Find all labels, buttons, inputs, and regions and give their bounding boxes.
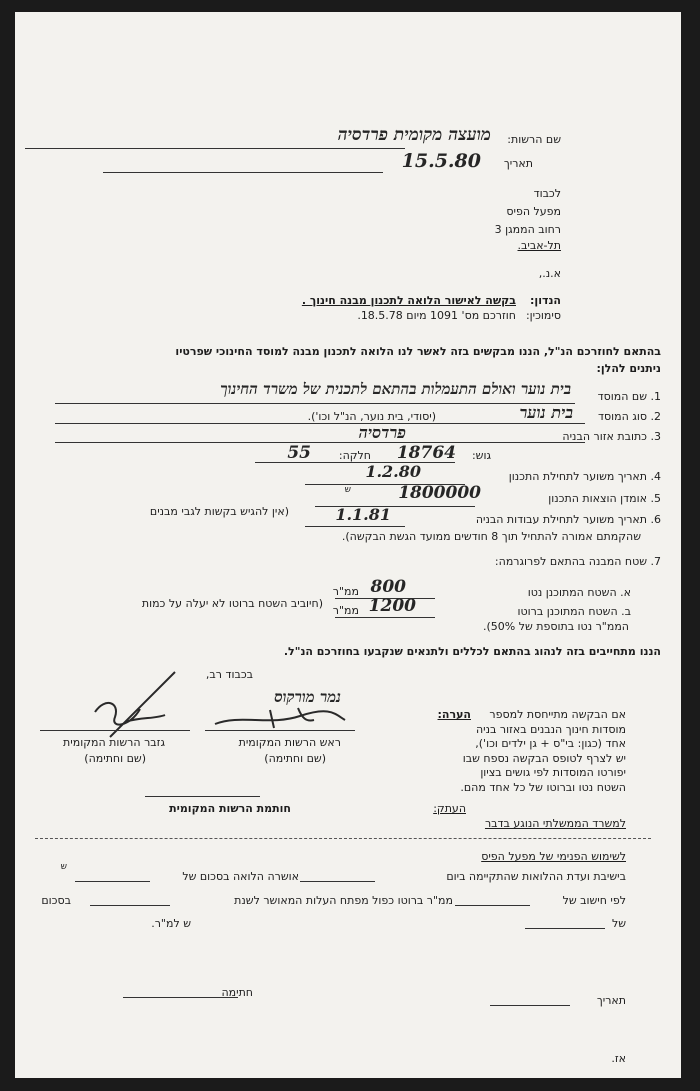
office-signature-label: חתימה	[221, 986, 253, 999]
intro-line-1: בהתאם לחוזרכם הנ"ל, הננו מבקשים בזה לאשר לנו הלואה לתכנון מבנה למוסד החינוכי שפרטיו	[175, 345, 661, 358]
note-line-2: מוסדות חינוך הנבנים באזור בניה	[475, 723, 626, 736]
note-label: הערה:	[437, 708, 471, 721]
item-4-value: 1.2.80	[365, 462, 421, 481]
office-line-3b: ש למ"ר.	[151, 917, 191, 930]
office-line-1c: ש	[60, 862, 67, 872]
office-title: לשימוש הפנימי של מפעל הפיס	[481, 850, 626, 863]
helka-value: 55	[287, 443, 311, 463]
item-2-label: 2. סוג המוסד	[598, 410, 661, 423]
recipient-to: לכבוד	[533, 187, 561, 200]
item-3-label: 3. כתובת אזור הבניה	[562, 430, 661, 443]
office-date-label: תאריך	[596, 994, 626, 1007]
item-6-label: 6. תאריך משוער לתחילת עבודות הבניה	[475, 513, 661, 526]
head-label: ראש הרשות המקומית	[238, 736, 341, 749]
area-net-value: 800	[370, 577, 406, 597]
note-line-4: יש לצרף לטופס הבקשה נספח שבו	[462, 752, 626, 765]
subject-label: הנדון:	[530, 294, 561, 307]
office-line-1a: בישיבת ועדת ההלואות שהתקיימה ביום	[446, 870, 626, 883]
item-1-label: 1. שם המוסד	[597, 390, 661, 403]
office-line-2c: בסכום	[41, 894, 71, 907]
office-line-1b: אושרה הלואה בסכום של	[182, 870, 299, 883]
item-6-value: 1.1.81	[335, 505, 391, 524]
note-line-1: אם הבקשה מתייחסת למספר	[489, 708, 626, 721]
treasurer-sub: (שם וחתימה)	[84, 752, 146, 765]
date-value: 15.5.80	[401, 150, 481, 172]
item-5-label: 5. אומדן הוצאות התכנון	[548, 492, 661, 505]
item-3-value: פרדסיה	[358, 423, 406, 442]
area-gross-unit: ממ"ר	[332, 604, 359, 617]
treasurer-label: גזבר הרשות המקומית	[63, 736, 165, 749]
date-label: תאריך	[503, 157, 533, 170]
subject-text: בקשה לאישור הלואה לתכנון מבנה חינוך .	[301, 294, 516, 307]
item-5-currency: ש	[344, 485, 351, 495]
document-page	[15, 12, 681, 1078]
area-net-unit: ממ"ר	[332, 585, 359, 598]
note-line-6: השטח נטו וברוטו של כל אחד מהם.	[460, 781, 626, 794]
item-5-value: 1800000	[398, 483, 481, 503]
reference-text: חוזרכם מס' 1091 מיום 18.5.78.	[357, 309, 516, 322]
recipient-street: רחוב הממגן 3	[494, 223, 561, 236]
office-line-3a: של	[611, 917, 626, 930]
helka-label: חלקה:	[338, 449, 371, 462]
footer-code: אז.	[611, 1052, 626, 1065]
area-gross-note-2: הממ"ר נטו בתוספת של 50%).	[482, 620, 629, 633]
item-4-label: 4. תאריך משוער לתחילת התכנון	[508, 470, 661, 483]
item-7-label: 7. שטח המבנה בהתאם לפרוגרמה:	[494, 555, 661, 568]
intro-line-2: ניתנים להלן:	[596, 362, 661, 375]
note-line-3: אחד (כגון: בי"ס + גן ילדים וכו'),	[475, 737, 626, 750]
item-6-note-1: (אין להגיש בקשות לגבי מבנים	[149, 505, 289, 518]
note-line-5: יפורטו המוסדות לפי גושים בציון	[480, 766, 626, 779]
copy-label: העתק:	[433, 802, 466, 815]
recipient-city: תל-אביב.	[517, 239, 561, 252]
area-gross-note-1: (חיוביב השטח ברוטו לא יעלה על כמות	[141, 597, 323, 610]
reference-label: סימוכין:	[525, 309, 561, 322]
head-sub: (שם וחתימה)	[264, 752, 326, 765]
item-6-note-2: שהקמתם אמורה להתחיל תוך 8 חודשים ממועד הגשת הבקשה).	[341, 530, 641, 543]
recipient-name: מפעל הפיס	[506, 205, 561, 218]
area-net-label: א. השטח המתוכנן נטו	[527, 586, 631, 599]
area-gross-value: 1200	[368, 596, 416, 616]
item-1-value: בית נוער ואולם התעמלות בהתאם לתכנית של משרד החינוך	[220, 380, 571, 398]
office-line-2b: ממ"ר ברוטו כפול מפתח העלות המאושר לשנת	[234, 894, 453, 907]
head-name: נמר מורקוס	[274, 688, 341, 706]
gush-label: גוש:	[471, 449, 491, 462]
greeting: א.נ.,	[538, 267, 561, 280]
item-2-value: בית נוער	[519, 403, 573, 422]
authority-label: שם הרשות:	[507, 133, 561, 146]
authority-value: מועצה מקומית פרדסיה	[337, 125, 491, 145]
item-2-hint: (יסודי, בית נוער, הנ"ל וכו').	[307, 410, 436, 423]
office-line-2a: לפי חישוב של	[562, 894, 626, 907]
gush-value: 18764	[396, 443, 456, 463]
commitment: הננו מתחייבים בזה לנהוג בהתאם לכללים ולתנאים שנקבעו בחוזרכם הנ"ל.	[283, 645, 661, 658]
closing: בכבוד רב,	[205, 668, 253, 681]
copy-text: למשרד הממשלתי הנוגע בדבר	[484, 817, 626, 830]
area-gross-label: ב. השטח המתוכנן ברוטו	[517, 605, 631, 618]
stamp-label: חותמת הרשות המקומית	[169, 802, 291, 815]
